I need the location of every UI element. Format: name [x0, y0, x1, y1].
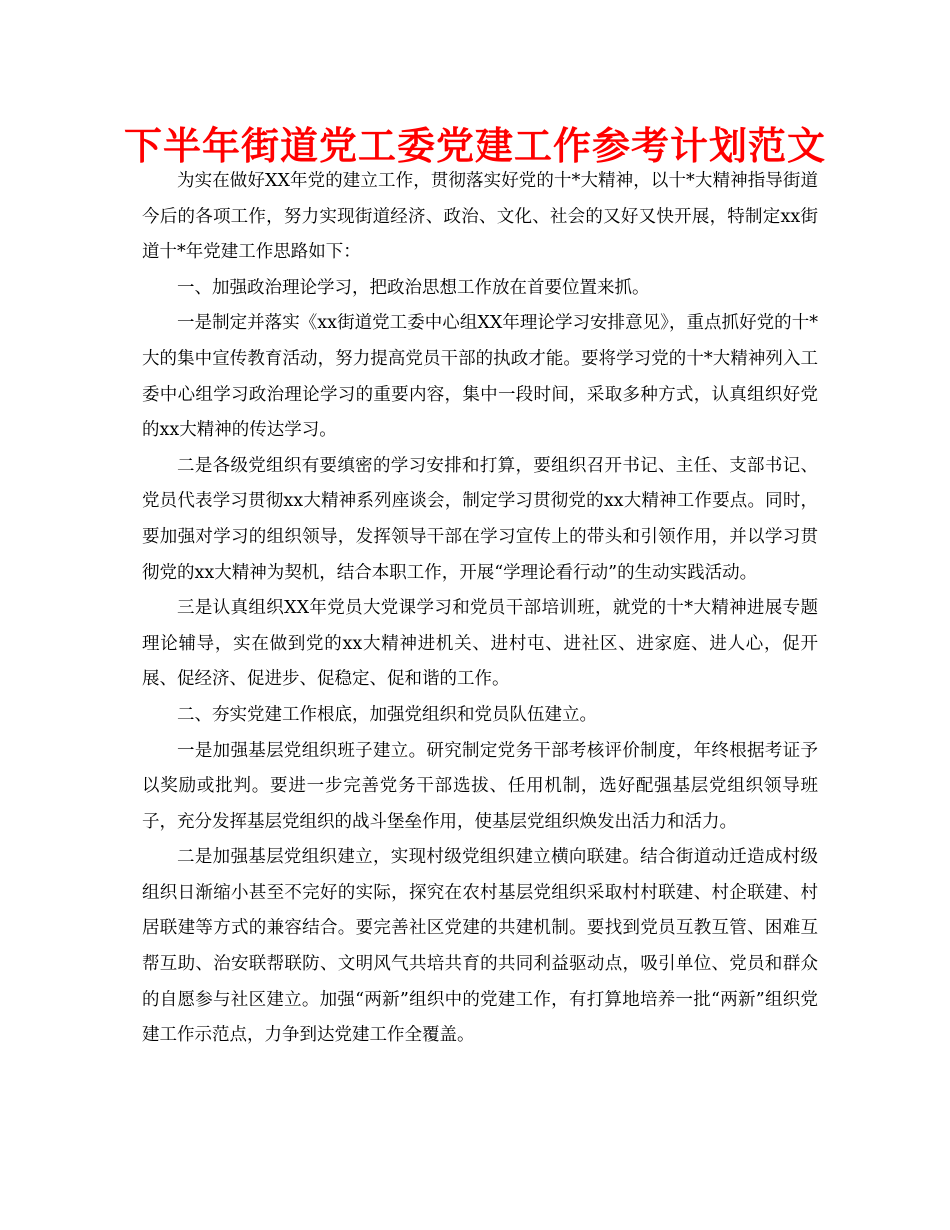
section-heading-1: 一、加强政治理论学习，把政治思想工作放在首要位置来抓。 — [177, 277, 650, 298]
paragraph-1-1: 一是制定并落实《xx街道党工委中心组XX年理论学习安排意见》，重点抓好党的十*大的集中宣传教育活动，努力提高党员干部的执政才能。要将学习党的十*大精神列入工委中心组学习政治理论学习的重要内容，集中一段时间，采取多种方式，认真组织好党的xx大精神的传达学习。 — [142, 313, 818, 441]
paragraph-1-3: 三是认真组织XX年党员大党课学习和党员干部培训班，就党的十*大精神进展专题理论辅导，实在做到党的xx大精神进机关、进村屯、进社区、进家庭、进人心，促开展、促经济、促进步、促稳定、促和谐的工作。 — [142, 598, 818, 690]
paragraph-2-1: 一是加强基层党组织班子建立。研究制定党务干部考核评价制度，年终根据考证予以奖励或批判。要进一步完善党务干部选拔、任用机制，选好配强基层党组织领导班子，充分发挥基层党组织的战斗堡垒作用，使基层党组织焕发出活力和活力。 — [142, 740, 818, 832]
document-body — [142, 164, 818, 1054]
paragraph-1-2: 二是各级党组织有要缜密的学习安排和打算，要组织召开书记、主任、支部书记、党员代表学习贯彻xx大精神系列座谈会，制定学习贯彻党的xx大精神工作要点。同时，要加强对学习的组织领导，发挥领导干部在学习宣传上的带头和引领作用，并以学习贯彻党的xx大精神为契机，结合本职工作，开展“学理论看行动”的生动实践活动。 — [142, 455, 818, 583]
paragraph-intro: 为实在做好XX年党的建立工作，贯彻落实好党的十*大精神，以十*大精神指导街道今后的各项工作，努力实现街道经济、政治、文化、社会的又好又快开展，特制定xx街道十*年党建工作思路如下： — [142, 171, 818, 263]
section-heading-2: 二、夯实党建工作根底，加强党组织和党员队伍建立。 — [177, 704, 597, 725]
paragraph-2-2: 二是加强基层党组织建立，实现村级党组织建立横向联建。结合街道动迁造成村级组织日渐缩小甚至不完好的实际，探究在农村基层党组织采取村村联建、村企联建、村居联建等方式的兼容结合。要完善社区党建的共建机制。要找到党员互教互管、困难互帮互助、治安联帮联防、文明风气共培共育的共同利益驱动点，吸引单位、党员和群众的自愿参与社区建立。加强“两新”组织中的党建工作，有打算地培养一批“两新”组织党建工作示范点，力争到达党建工作全覆盖。 — [142, 847, 818, 1046]
document-title: 下半年街道党工委党建工作参考计划范文 — [123, 123, 826, 168]
